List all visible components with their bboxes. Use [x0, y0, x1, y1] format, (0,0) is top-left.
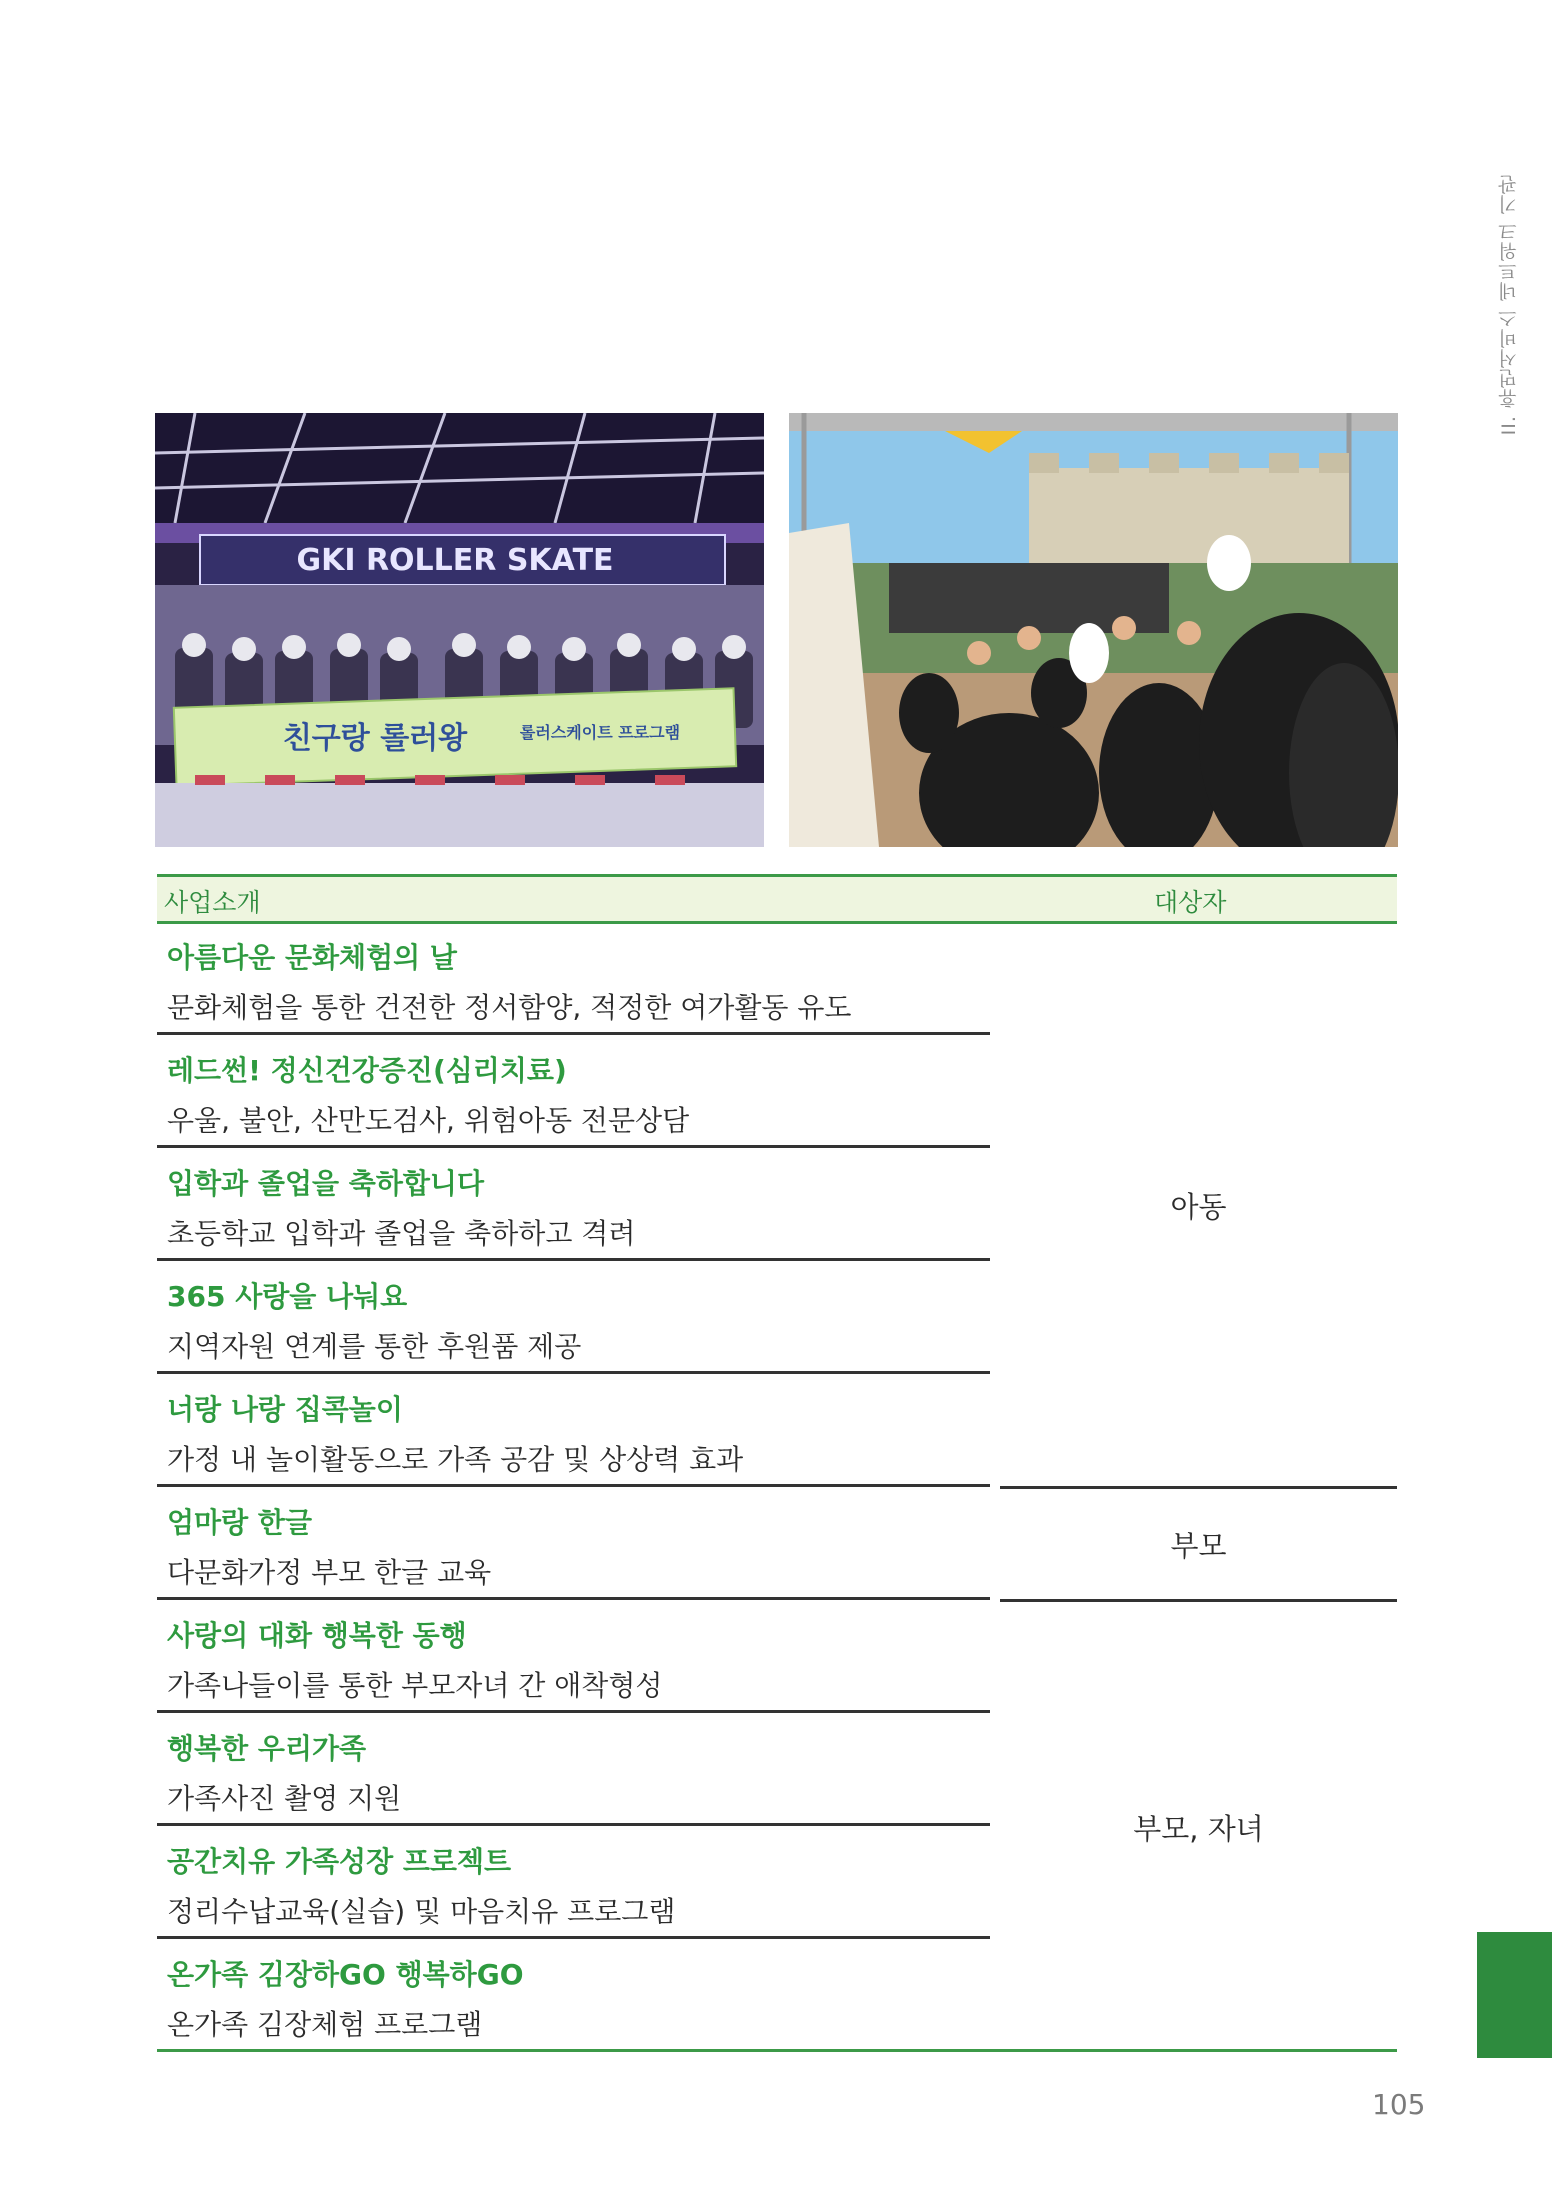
program-title: 입학과 졸업을 축하합니다: [167, 1167, 485, 1200]
program-title: 레드썬! 정신건강증진(심리치료): [167, 1054, 567, 1087]
program-description: 정리수납교육(실습) 및 마음치유 프로그램: [167, 1895, 676, 1928]
table-header: [157, 874, 1397, 924]
header-program: 사업소개: [164, 888, 261, 917]
program-description: 초등학교 입학과 졸업을 축하하고 격려: [167, 1217, 636, 1250]
program-description: 가족나들이를 통한 부모자녀 간 애착형성: [167, 1669, 663, 1702]
program-description: 우울, 불안, 산만도검사, 위험아동 전문상담: [167, 1104, 690, 1137]
roller-skate-group-photo: [155, 413, 764, 847]
banner-subtitle-text: 롤러스케이트 프로그램: [519, 723, 681, 742]
target-parents-children: 부모, 자녀: [1133, 1811, 1264, 1846]
target-children: 아동: [1000, 924, 1397, 1489]
program-row: [157, 1715, 990, 1826]
chapter-tab: [1477, 1932, 1552, 2058]
program-title: 공간치유 가족성장 프로젝트: [167, 1845, 512, 1878]
program-row: [157, 924, 990, 1035]
program-title: 너랑 나랑 집콕놀이: [167, 1393, 403, 1426]
program-description: 가정 내 놀이활동으로 가족 공감 및 상상력 효과: [167, 1443, 744, 1476]
side-label-text: II. 휴먼서비스 네트워크 기관: [1497, 174, 1520, 436]
program-row: [157, 1150, 990, 1261]
program-row: [157, 1602, 990, 1713]
program-row: [157, 1376, 990, 1487]
program-row: [157, 1828, 990, 1939]
section-side-label: [1488, 150, 1528, 460]
program-description: 문화체험을 통한 건전한 정서함양, 적정한 여가활동 유도: [167, 991, 852, 1024]
program-row: [157, 1489, 990, 1600]
program-title: 아름다운 문화체험의 날: [167, 941, 457, 974]
program-title: 365 사랑을 나눠요: [167, 1280, 408, 1313]
program-row: [157, 1037, 990, 1148]
page-number: 105: [1372, 2088, 1426, 2121]
rink-sign-text: GKI ROLLER SKATE: [296, 543, 614, 578]
program-title: 행복한 우리가족: [167, 1732, 367, 1765]
header-target: 대상자: [1154, 888, 1227, 917]
program-description: 온가족 김장체험 프로그램: [167, 2008, 483, 2041]
outdoor-event-photo-image: [789, 413, 1398, 847]
outdoor-event-photo: [789, 413, 1398, 847]
program-description: 가족사진 촬영 지원: [167, 1782, 402, 1815]
program-title: 사랑의 대화 행복한 동행: [167, 1619, 467, 1652]
program-title: 온가족 김장하GO 행복하GO: [167, 1958, 524, 1991]
program-title: 엄마랑 한글: [167, 1506, 312, 1539]
program-table: [157, 874, 1397, 2041]
target-parents: 부모: [1000, 1489, 1397, 1602]
program-row: [157, 1263, 990, 1374]
roller-skate-photo-image: [155, 413, 764, 847]
program-description: 지역자원 연계를 통한 후원품 제공: [167, 1330, 582, 1363]
program-description: 다문화가정 부모 한글 교육: [167, 1556, 492, 1589]
banner-title-text: 친구랑 롤러왕: [282, 721, 468, 756]
